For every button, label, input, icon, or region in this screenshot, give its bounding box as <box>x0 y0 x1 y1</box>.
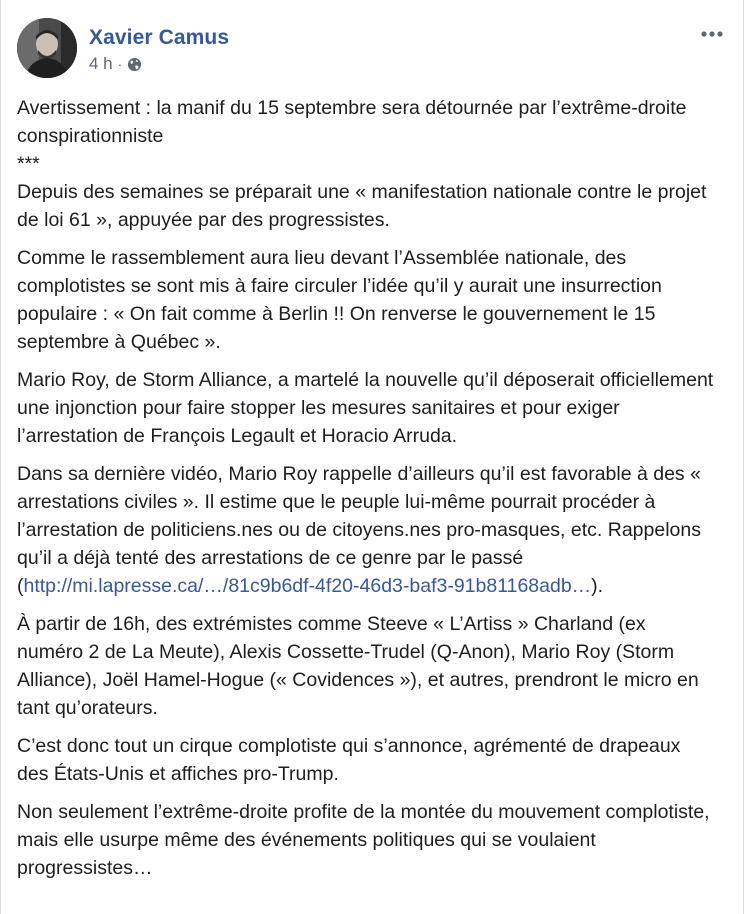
post-paragraph: Mario Roy, de Storm Alliance, a martelé la nouvelle qu’il déposerait officiellement une injonction pour faire stopper les mesures sanitaires et pour exiger l’arrestation de François Legault et Horacio Arruda. <box>17 369 714 447</box>
post-meta <box>89 54 142 74</box>
post-paragraph: Depuis des semaines se préparait une « manifestation nationale contre le projet de loi 61 », appuyée par des progressistes. <box>17 181 707 231</box>
globe-icon[interactable] <box>127 57 142 72</box>
post-paragraph: Comme le rassemblement aura lieu devant l’Assemblée nationale, des complotistes se sont mis à faire circuler l’idée qu’il y aurait une insurrection populaire : « On fait comme à Berlin !! On renverse le gouvernement le 15 septembre à Québec ». <box>17 247 662 353</box>
more-options-icon[interactable] <box>699 26 725 42</box>
post-paragraph: À partir de 16h, des extrémistes comme Steeve « L’Artiss » Charland (ex numéro 2 de La Meute), Alexis Cossette-Trudel (Q-Anon), Mario Roy (Storm Alliance), Joël Hamel-Hogue (« Covidences »), et autres, prendront le micro en tant qu’orateurs. <box>17 613 699 719</box>
paragraph-text: Dans sa dernière vidéo, Mario Roy rappelle d’ailleurs qu’il est favorable à des « arrestations civiles ». Il estime que le peuple lui-même pourrait procéder à l’arrestation de politiciens.nes ou de citoyens.nes pro-masques, etc. Rappelons qu’il a déjà tenté des arrestations de ce genre par le passé ( <box>17 463 701 597</box>
article-link[interactable]: http://mi.lapresse.ca/…/81c9b6df-4f20-46d3-baf3-91b81168adb… <box>23 575 592 597</box>
profile-photo-icon <box>17 18 77 78</box>
author-name[interactable]: Xavier Camus <box>89 26 230 49</box>
post-body <box>17 94 717 892</box>
meta-separator: · <box>117 56 123 72</box>
post-header <box>17 18 727 82</box>
post-paragraph: C’est donc tout un cirque complotiste qui s’annonce, agrémenté de drapeaux des États-Unis et affiches pro-Trump. <box>17 735 681 785</box>
post-paragraph: Avertissement : la manif du 15 septembre sera détournée par l’extrême-droite conspirationniste <box>17 97 687 147</box>
post-paragraph <box>17 460 717 600</box>
paragraph-text: ). <box>591 575 604 597</box>
avatar[interactable] <box>17 18 77 78</box>
post-paragraph: Non seulement l’extrême-droite profite de la montée du mouvement complotiste, mais elle usurpe même des événements politiques qui se voulaient progressistes… <box>17 801 710 879</box>
post-timestamp[interactable]: 4 h <box>89 54 113 73</box>
post-separator-line: *** <box>17 153 40 175</box>
